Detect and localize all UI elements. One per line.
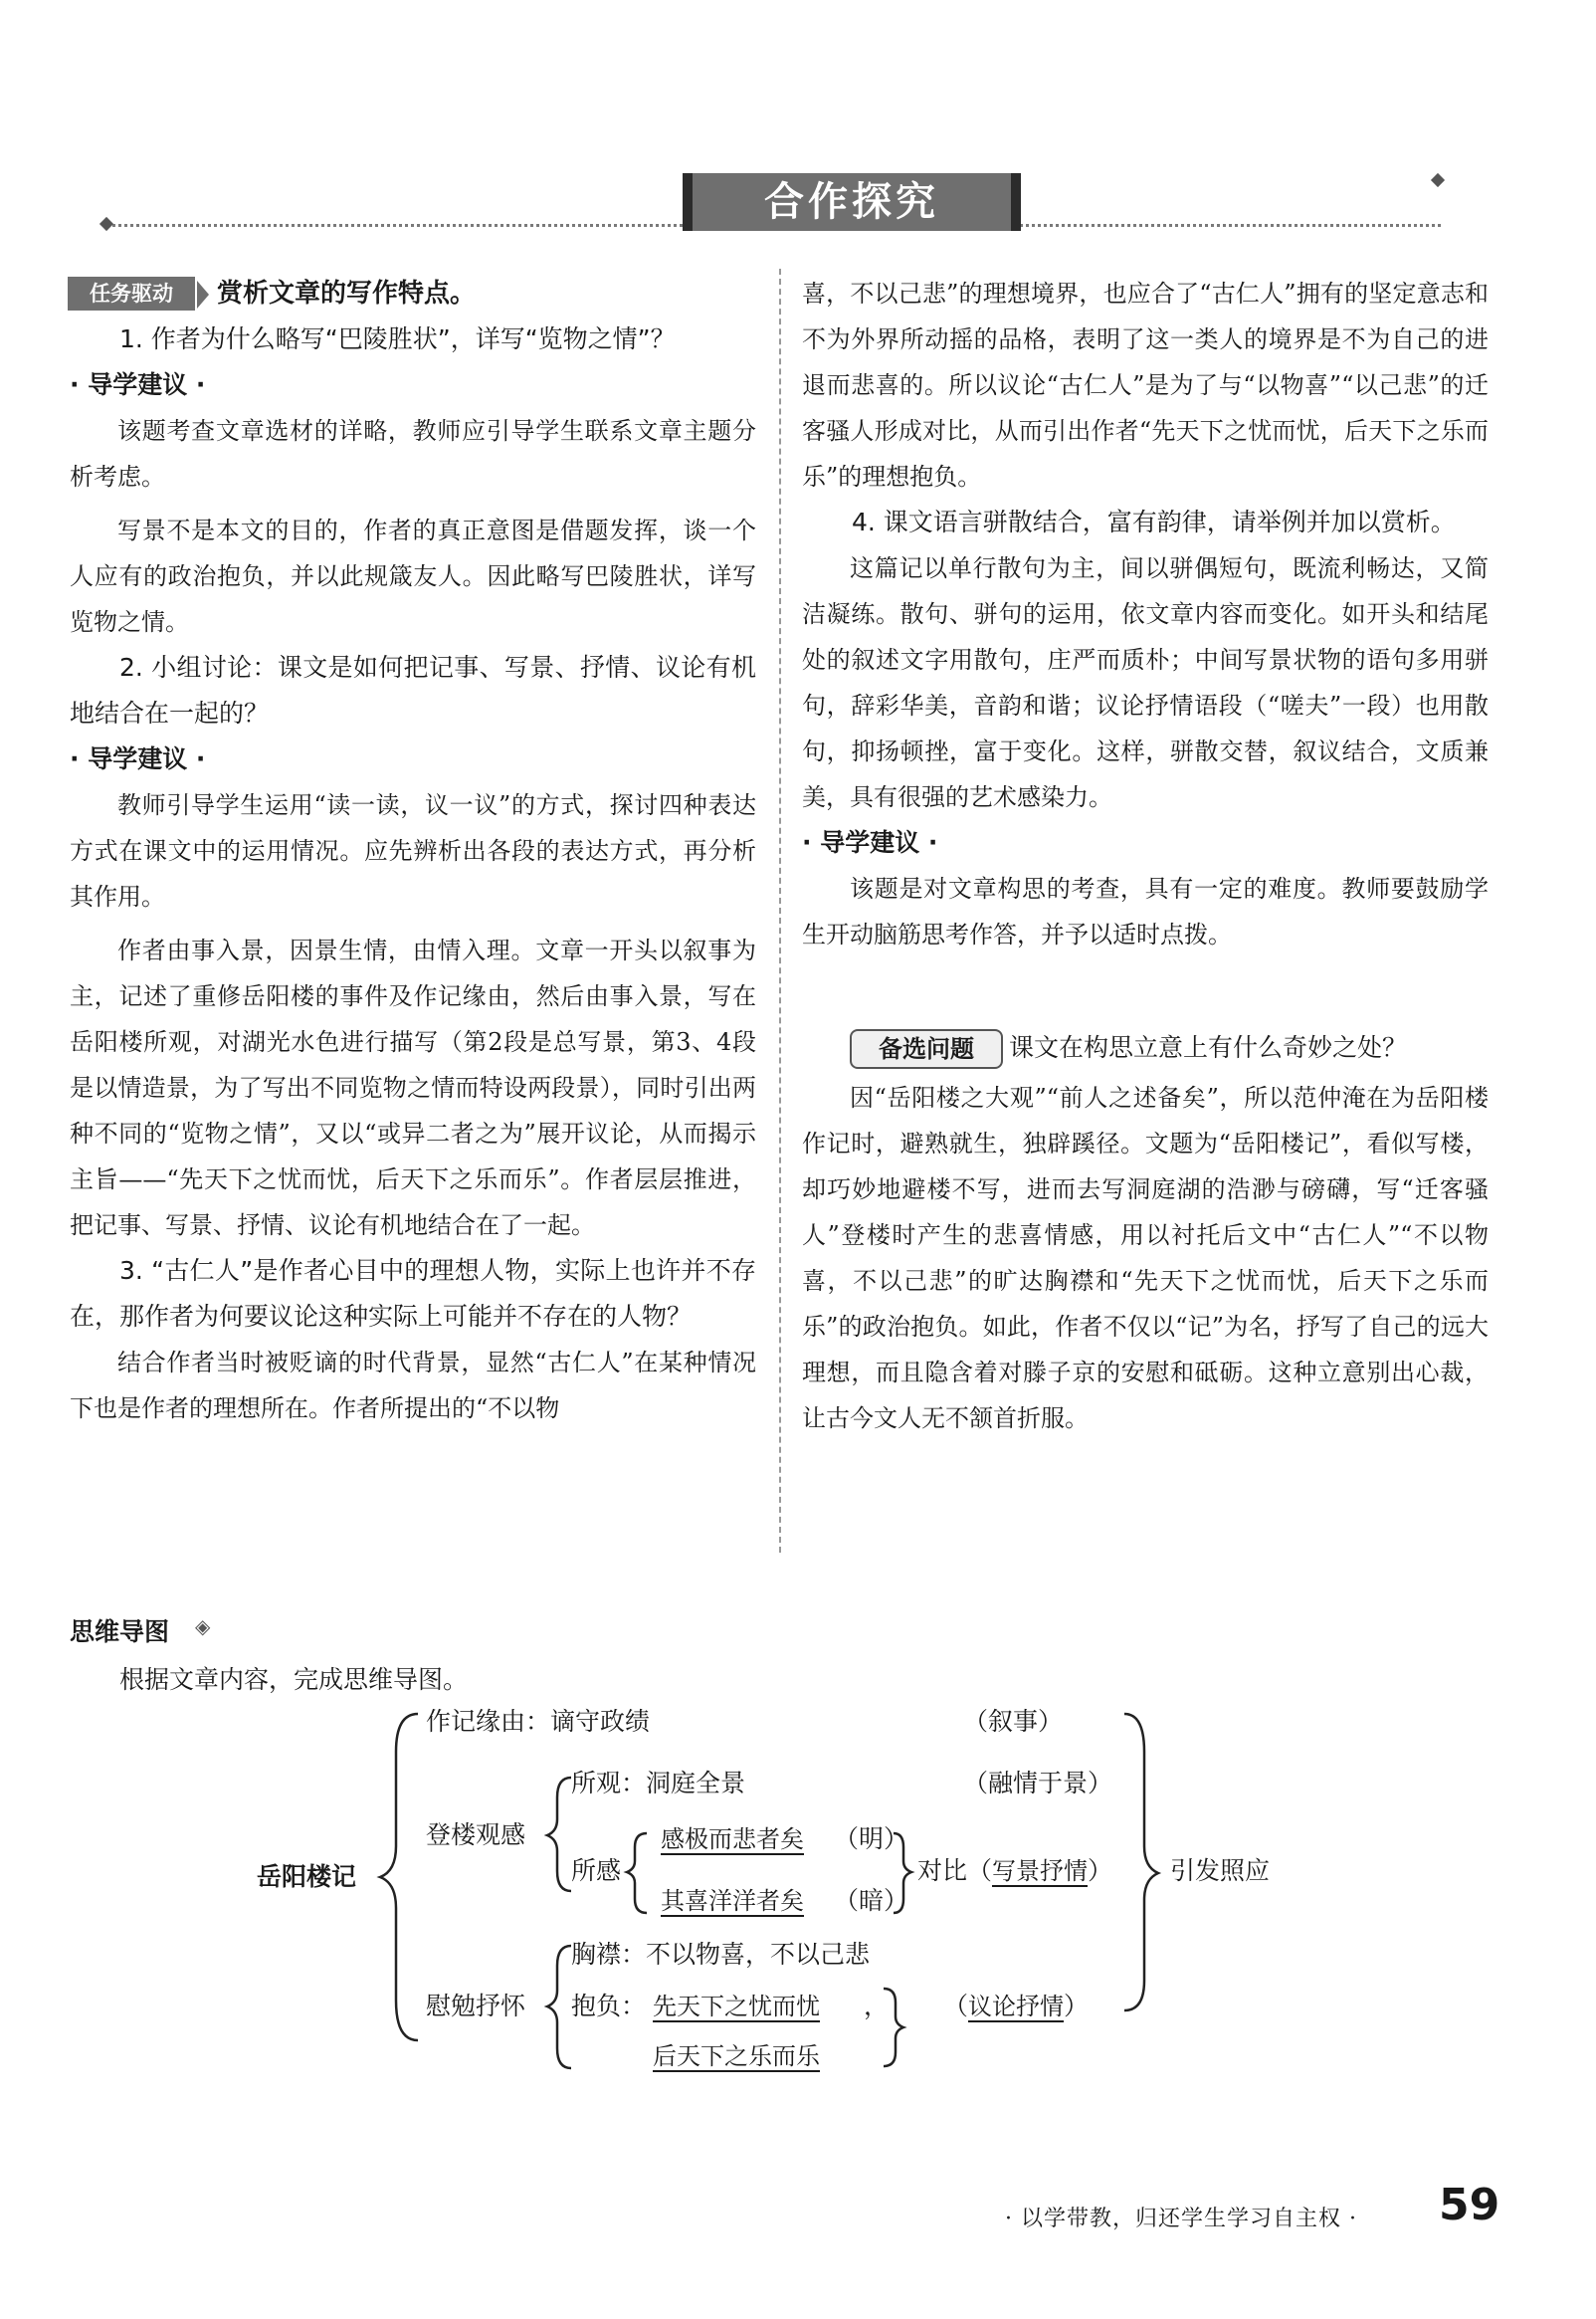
mindmap-aspiration-2: 后天下之乐而乐 bbox=[653, 2042, 820, 2070]
guide-body: 该题考查文章选材的详略，教师应引导学生联系文章主题分析考虑。 bbox=[70, 417, 756, 491]
mindmap-console: 慰勉抒怀 bbox=[426, 1992, 526, 2020]
mindmap-aspiration-1: 先天下之忧而忧 bbox=[653, 1993, 820, 2020]
mindmap-climb: 登楼观感 bbox=[426, 1820, 526, 1849]
question-1: 1. 作者为什么略写“巴陵胜状”，详写“览物之情”？ bbox=[119, 324, 676, 353]
mindmap-title: 思维导图 bbox=[70, 1617, 170, 1646]
mindmap-contrast-prefix: 对比（ bbox=[917, 1856, 993, 1885]
mindmap-aspiration-comma: ， bbox=[864, 1992, 890, 2020]
guide-heading: · 导学建议 · bbox=[802, 828, 938, 857]
mindmap-mind: 胸襟：不以物喜，不以己悲 bbox=[571, 1940, 871, 1969]
guide-heading: · 导学建议 · bbox=[70, 370, 206, 399]
diamond-icon: ◈ bbox=[195, 1614, 211, 1638]
answer-1: 写景不是本文的目的，作者的真正意图是借题发挥，谈一个人应有的政治抱负，并以此规箴友人。因此略写巴陵胜状，详写览物之情。 bbox=[70, 517, 756, 636]
felt-brace bbox=[627, 1833, 647, 1913]
mindmap-felt: 所感 bbox=[571, 1856, 622, 1885]
footer-slogan: · 以学带教，归还学生学习自主权 · bbox=[1005, 2207, 1357, 2231]
task-title: 赏析文章的写作特点。 bbox=[217, 279, 477, 309]
right-brace bbox=[1124, 1714, 1158, 2010]
mindmap-reason-mode: （叙事） bbox=[963, 1707, 1064, 1736]
mindmap-contrast-suffix: ） bbox=[1088, 1856, 1113, 1885]
question-3: 3. “古仁人”是作者心目中的理想人物，实际上也许并不存在，那作者为何要议论这种实际上可能并不存在的人物？ bbox=[70, 1256, 756, 1331]
climb-brace bbox=[547, 1778, 571, 1891]
root-brace bbox=[380, 1714, 418, 2040]
mindmap-root: 岳阳楼记 bbox=[257, 1862, 357, 1891]
mindmap-aspiration: 抱负： bbox=[571, 1992, 647, 2020]
answer-3: 结合作者当时被贬谪的时代背景，显然“古仁人”在某种情况下也是作者的理想所在。作者所提出的“不以物 bbox=[70, 1349, 756, 1422]
mindmap-console-suffix: ） bbox=[1064, 1992, 1090, 2020]
mindmap-console-mode bbox=[943, 1987, 1089, 2026]
guide-body: 该题是对文章构思的考查，具有一定的难度。教师要鼓励学生开动脑筋思考作答，并予以适时点拨。 bbox=[802, 875, 1489, 949]
answer-4: 这篇记以单行散句为主，间以骈偶短句，既流利畅达，又简洁凝练。散句、骈句的运用，依文章内容而变化。如开头和结尾处的叙述文字用散句，庄严而质朴；中间写景状物的语句多用骈句，辞彩华美，音韵和谐；议论抒情语段（“嗟夫”一段）也用散句，抑扬顿挫，富于变化。这样，骈散交替，叙议结合，文质兼美，具有很强的艺术感染力。 bbox=[802, 554, 1489, 811]
answer-3-continued: 喜，不以己悲”的理想境界，也应合了“古仁人”拥有的坚定意志和不为外界所动摇的品格，表明了这一类人的境界是不为自己的进退而悲喜的。所以议论“古仁人”是为了与“以物喜”“以己悲”的迁客骚人形成对比，从而引出作者“先天下之忧而忧，后天下之乐而乐”的理想抱负。 bbox=[802, 280, 1489, 491]
mindmap-console-prefix: （ bbox=[943, 1992, 969, 2020]
alternate-answer: 因“岳阳楼之大观”“前人之述备矣”，所以范仲淹在为岳阳楼作记时，避熟就生，独辟蹊径。文题为“岳阳楼记”，看似写楼，却巧妙地避楼不写，进而去写洞庭湖的浩渺与磅礴，写“迁客骚人”登楼时产生的悲喜情感，用以衬托后文中“古仁人”“不以物喜，不以己悲”的旷达胸襟和“先天下之忧而忧，后天下之乐而乐”的政治抱负。如此，作者不仅以“记”为名，抒写了自己的远大理想，而且隐含着对滕子京的安慰和砥砺。这种立意别出心裁，让古今文人无不颔首折服。 bbox=[802, 1084, 1489, 1432]
guide-heading: · 导学建议 · bbox=[70, 744, 206, 773]
mindmap-instruction: 根据文章内容，完成思维导图。 bbox=[119, 1665, 469, 1694]
task-tag: 任务驱动 bbox=[68, 277, 195, 311]
mindmap-contrast-answer: 写景抒情 bbox=[992, 1857, 1089, 1885]
alternate-question-tag: 备选问题 bbox=[850, 1029, 1003, 1069]
mindmap-felt-1: 感极而悲者矣 bbox=[661, 1825, 804, 1853]
mindmap-trigger: 引发照应 bbox=[1170, 1856, 1271, 1885]
mindmap-console-answer: 议论抒情 bbox=[968, 1993, 1065, 2020]
question-4: 4. 课文语言骈散结合，富有韵律，请举例并加以赏析。 bbox=[852, 508, 1456, 536]
mindmap-felt-1-tag: （明） bbox=[834, 1824, 909, 1853]
mindmap-seen: 所观：洞庭全景 bbox=[571, 1769, 746, 1797]
alternate-question: 课文在构思立意上有什么奇妙之处？ bbox=[1009, 1033, 1408, 1062]
mindmap-reason: 作记缘由：谪守政绩 bbox=[426, 1707, 651, 1736]
answer-2: 作者由事入景，因景生情，由情入理。文章一开头以叙事为主，记述了重修岳阳楼的事件及作记缘由，然后由事入景，写在岳阳楼所观，对湖光水色进行描写（第2段是总写景，第3、4段是以情造景，为了写出不同览物之情而特设两段景），同时引出两种不同的“览物之情”，又以“或异二者之为”展开议论，从而揭示主旨——“先天下之忧而忧，后天下之乐而乐”。作者层层推进，把记事、写景、抒情、议论有机地结合在了一起。 bbox=[70, 937, 756, 1239]
mindmap-contrast bbox=[917, 1851, 1112, 1891]
mindmap-felt-2-tag: （暗） bbox=[834, 1886, 909, 1915]
mindmap-felt-2: 其喜洋洋者矣 bbox=[661, 1887, 804, 1915]
banner-title: 合作探究 bbox=[764, 179, 939, 225]
guide-body: 教师引导学生运用“读一读，议一议”的方式，探讨四种表达方式在课文中的运用情况。应先辨析出各段的表达方式，再分析其作用。 bbox=[70, 791, 756, 911]
question-2: 2. 小组讨论：课文是如何把记事、写景、抒情、议论有机地结合在一起的？ bbox=[70, 653, 756, 728]
page-number: 59 bbox=[1439, 2180, 1500, 2230]
mindmap-seen-mode: （融情于景） bbox=[963, 1769, 1113, 1797]
console-brace bbox=[547, 1946, 571, 2068]
